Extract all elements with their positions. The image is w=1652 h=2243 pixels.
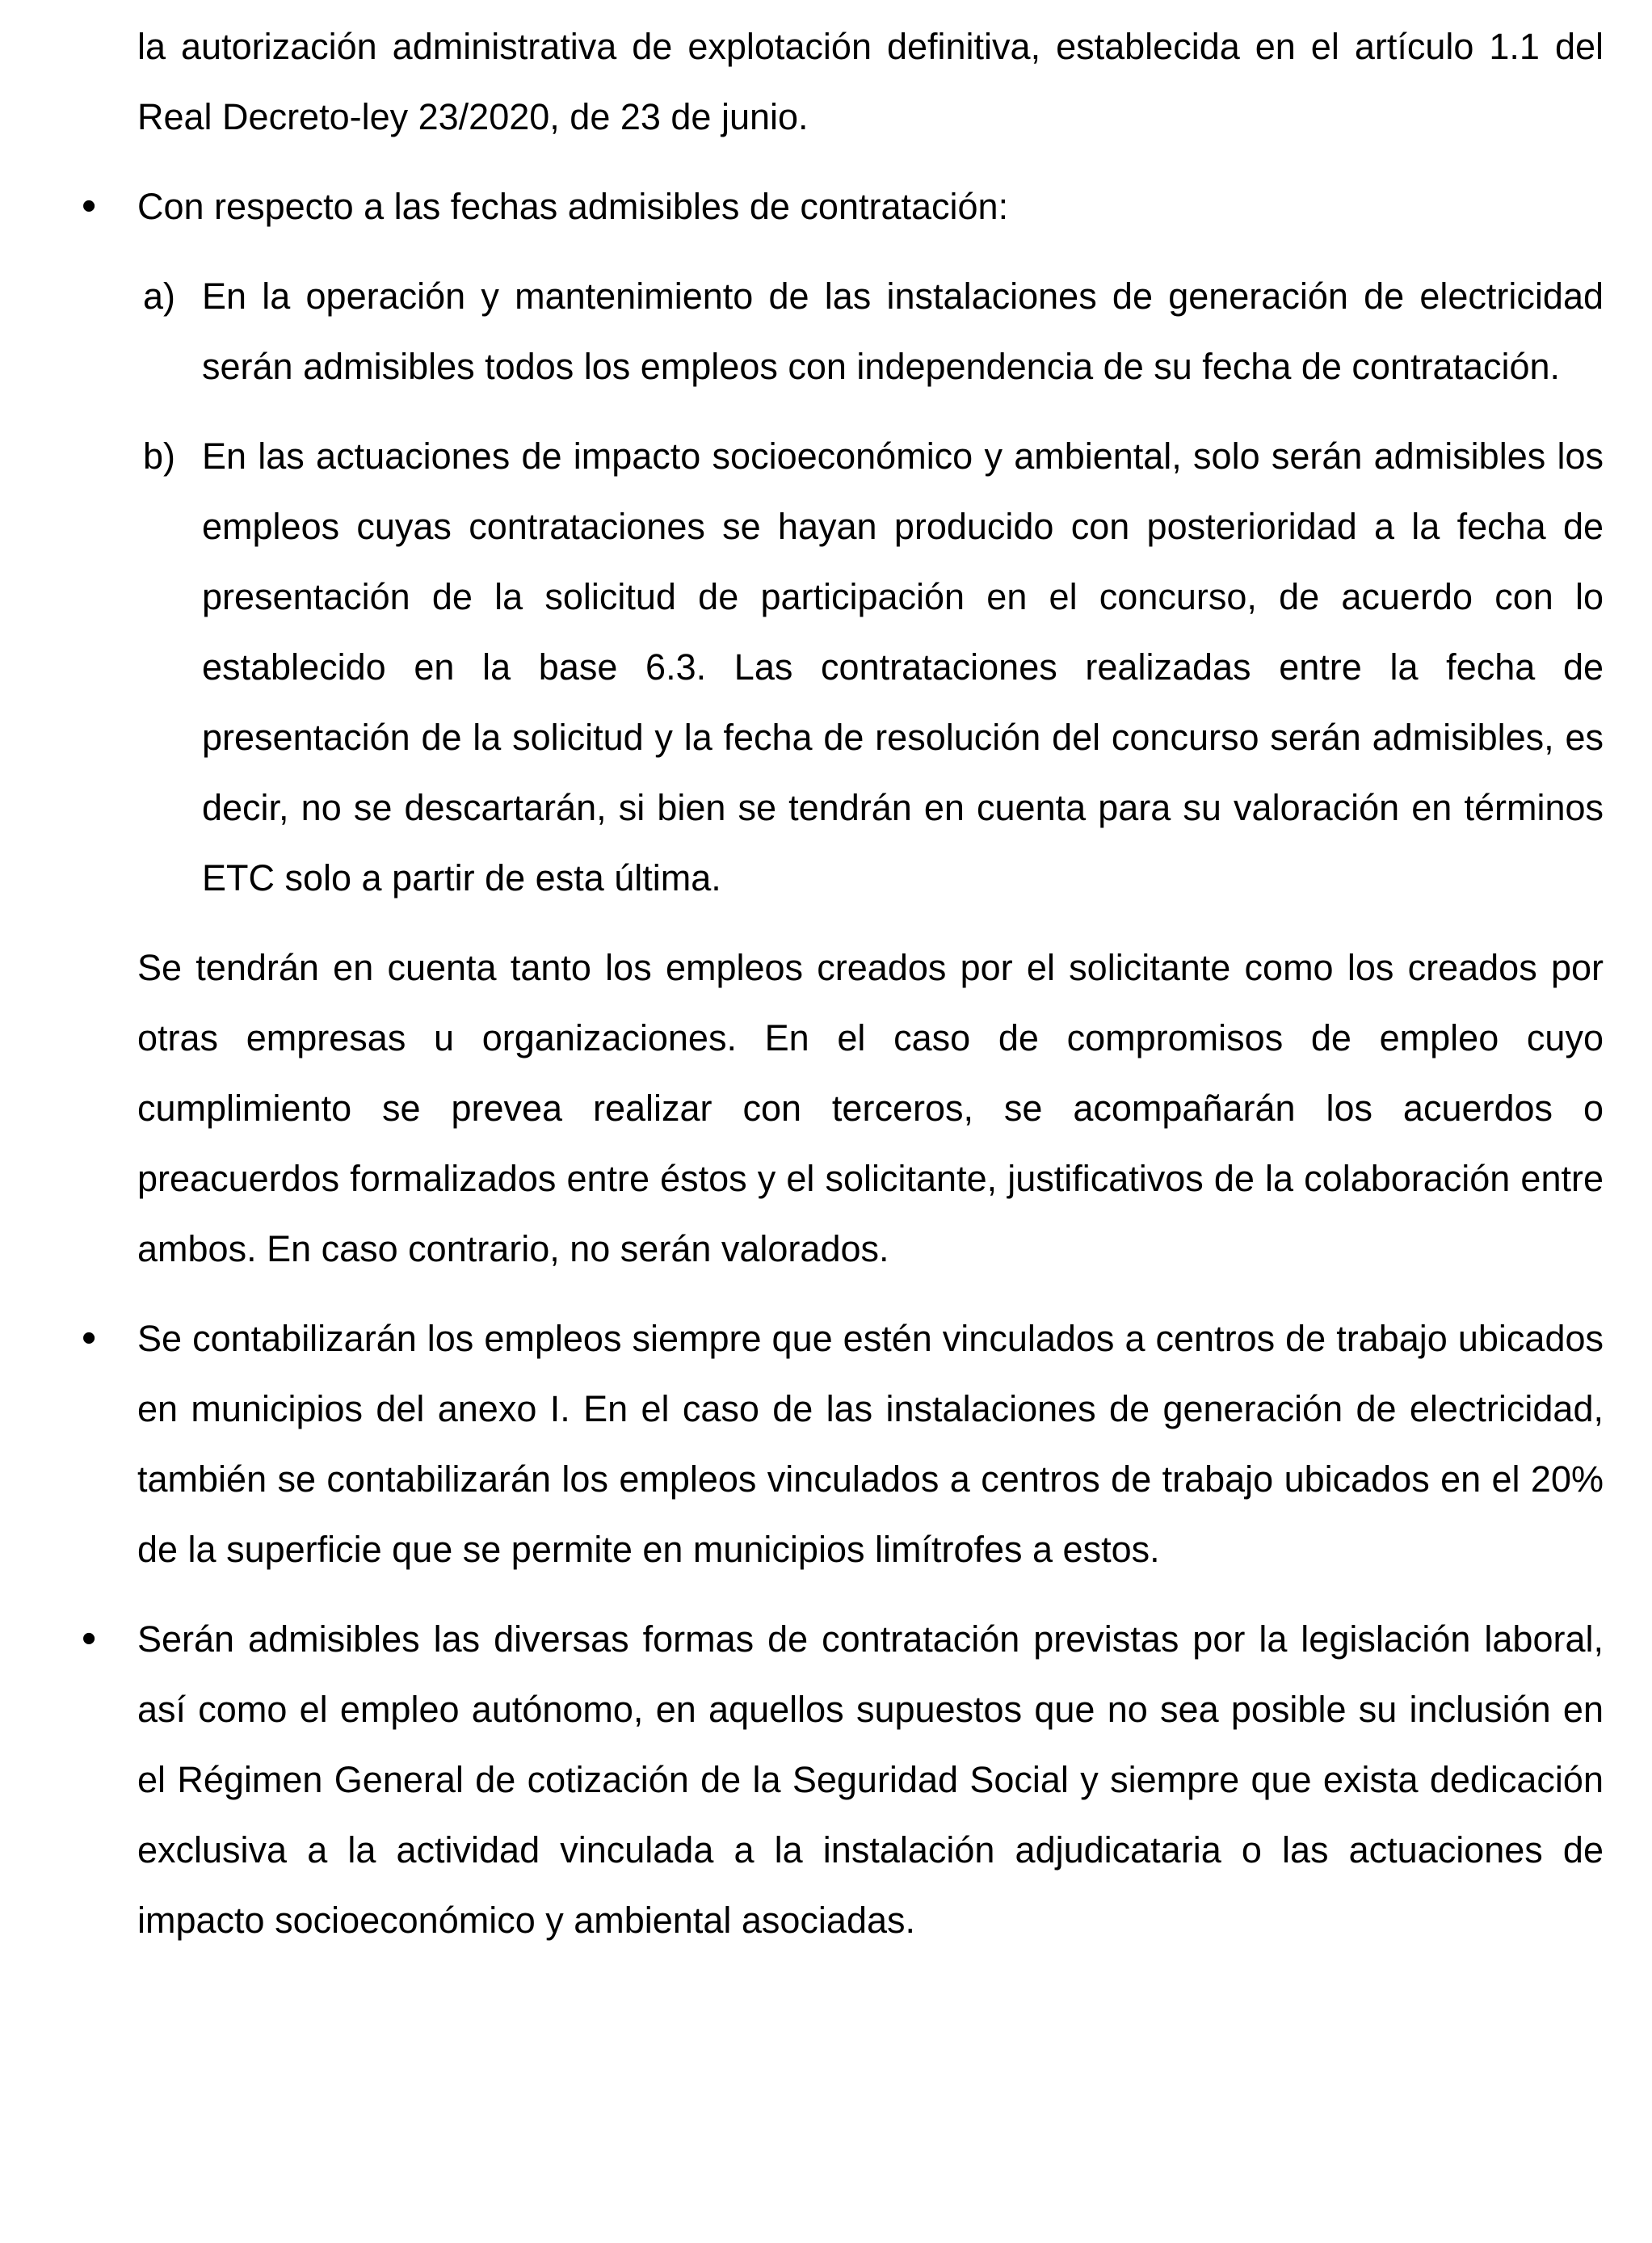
bullet-item-formas-contratacion — [0, 1604, 1652, 1955]
bullet-icon: • — [82, 1615, 97, 1662]
bullet-icon: • — [82, 1315, 97, 1361]
list-marker-a: a) — [143, 276, 176, 317]
paragraph-continuation — [0, 11, 1652, 152]
bullet-icon: • — [82, 183, 97, 229]
bullet-item-contabilizacion — [0, 1303, 1652, 1584]
paragraph-continuation-text: la autorización administrativa de explotación definitiva, establecida en el artículo 1.1 del Real Decreto-ley 23/2020, de 23 de junio. — [137, 26, 1604, 137]
bullet-item-formas-contratacion-text: Serán admisibles las diversas formas de contratación previstas por la legislación laboral, así como el empleo autónomo, en aquellos supuestos que no sea posible su inclusión en el Régimen General de cotización de la Seguridad Social y siempre que exista dedicación exclusiva a la actividad vinculada a la instalación adjudicataria o las actuaciones de impacto socioeconómico y ambiental asociadas. — [137, 1618, 1604, 1941]
list-marker-b: b) — [143, 436, 176, 477]
sub-item-b-text: En las actuaciones de impacto socioeconómico y ambiental, solo serán admisibles los empleos cuyas contrataciones se hayan producido con posterioridad a la fecha de presentación de la solicitud de participación en el concurso, de acuerdo con lo establecido en la base 6.3. Las contrataciones realizadas entre la fecha de presentación de la solicitud y la fecha de resolución del concurso serán admisibles, es decir, no se descartarán, si bien se tendrán en cuenta para su valoración en términos ETC solo a partir de esta última. — [202, 436, 1604, 898]
sub-item-a — [0, 261, 1652, 402]
bullet-item-fechas-text: Con respecto a las fechas admisibles de contratación: — [137, 186, 1009, 227]
bullet-item-fechas — [0, 171, 1652, 242]
bullet-item-contabilizacion-text: Se contabilizarán los empleos siempre que estén vinculados a centros de trabajo ubicados en municipios del anexo I. En el caso de las instalaciones de generación de electricidad, también se contabilizarán los empleos vinculados a centros de trabajo ubicados en el 20% de la superficie que se permite en municipios limítrofes a estos. — [137, 1318, 1604, 1570]
paragraph-empleos-creados-text: Se tendrán en cuenta tanto los empleos creados por el solicitante como los creados por otras empresas u organizaciones. En el caso de compromisos de empleo cuyo cumplimiento se prevea realizar con terceros, se acompañarán los acuerdos o preacuerdos formalizados entre éstos y el solicitante, justificativos de la colaboración entre ambos. En caso contrario, no serán valorados. — [137, 947, 1604, 1269]
paragraph-empleos-creados — [0, 932, 1652, 1284]
sub-item-b — [0, 421, 1652, 913]
sub-item-a-text: En la operación y mantenimiento de las instalaciones de generación de electricidad serán admisibles todos los empleos con independencia de su fecha de contratación. — [202, 276, 1604, 387]
